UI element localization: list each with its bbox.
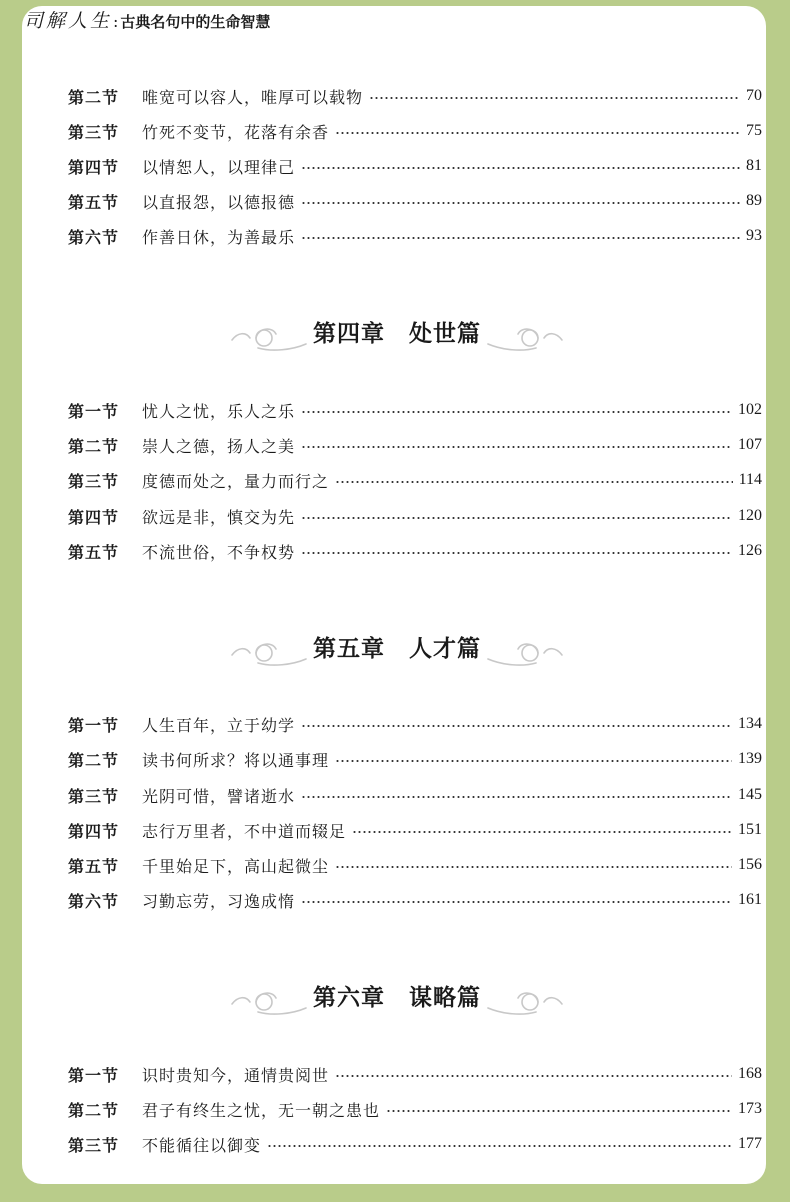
page-number: 120 [738, 507, 762, 524]
dot-leader [386, 1109, 732, 1113]
dot-leader [301, 166, 740, 170]
page-number: 151 [738, 821, 762, 838]
page-number: 114 [738, 471, 762, 488]
section-title: 竹死不变节，花落有余香 [142, 122, 330, 142]
page-number: 134 [738, 715, 762, 732]
section-number: 第二节 [68, 750, 120, 770]
section-title: 千里始足下，高山起微尘 [142, 856, 330, 876]
section-number: 第三节 [68, 1135, 120, 1155]
section-number: 第五节 [68, 192, 120, 212]
section-title: 以情恕人，以理律己 [142, 157, 296, 177]
dot-leader [335, 759, 732, 763]
toc-entry[interactable] [68, 1129, 762, 1159]
chapter-title [222, 627, 572, 671]
dot-leader [301, 551, 732, 555]
header-separator: : [113, 12, 119, 31]
dot-leader [301, 201, 740, 205]
chapter-name: 人才篇 [409, 636, 481, 662]
dot-leader [369, 96, 740, 100]
toc-page [22, 6, 766, 1184]
section-title: 识时贵知今，通情贵阅世 [142, 1065, 330, 1085]
dot-leader [301, 516, 732, 520]
section-number: 第一节 [68, 1065, 120, 1085]
toc-entry[interactable] [68, 465, 762, 495]
dot-leader [301, 900, 732, 904]
chapter-name: 处世篇 [409, 321, 481, 347]
section-number: 第五节 [68, 542, 120, 562]
section-title: 光阴可惜，譬诸逝水 [142, 786, 296, 806]
chapter-title [222, 312, 572, 356]
dot-leader [301, 724, 732, 728]
page-number: 177 [738, 1135, 762, 1152]
section-title: 崇人之德，扬人之美 [142, 436, 296, 456]
toc-entry[interactable] [68, 1059, 762, 1089]
section-number: 第一节 [68, 715, 120, 735]
chapter-name: 谋略篇 [409, 985, 481, 1011]
section-title: 唯宽可以容人，唯厚可以载物 [142, 87, 364, 107]
series-logo: 司解人生 [24, 10, 113, 32]
section-number: 第三节 [68, 471, 120, 491]
page-number: 156 [738, 856, 762, 873]
section-title: 忧人之忧，乐人之乐 [142, 401, 296, 421]
section-number: 第五节 [68, 856, 120, 876]
section-title: 习勤忘劳，习逸成惰 [142, 891, 296, 911]
section-title: 人生百年，立于幼学 [142, 715, 296, 735]
dot-leader [352, 830, 732, 834]
toc-entry[interactable] [68, 430, 762, 460]
dot-leader [335, 865, 732, 869]
dot-leader [335, 131, 740, 135]
dot-leader [301, 410, 732, 414]
section-number: 第四节 [68, 157, 120, 177]
page-number: 173 [738, 1100, 762, 1117]
section-number: 第二节 [68, 436, 120, 456]
page-number: 93 [746, 227, 762, 244]
page-number: 168 [738, 1065, 762, 1082]
section-number: 第二节 [68, 87, 120, 107]
section-number: 第三节 [68, 122, 120, 142]
chapter-title [222, 976, 572, 1020]
section-title: 度德而处之，量力而行之 [142, 471, 330, 491]
book-title: 古典名句中的生命智慧 [120, 13, 271, 31]
dot-leader [335, 1074, 732, 1078]
toc-entry[interactable] [68, 850, 762, 880]
toc-entry[interactable] [68, 536, 762, 566]
section-number: 第六节 [68, 227, 120, 247]
section-number: 第四节 [68, 821, 120, 841]
toc-entry[interactable] [68, 709, 762, 739]
toc-entry[interactable] [68, 1094, 762, 1124]
section-title: 欲远是非，慎交为先 [142, 507, 296, 527]
toc-entry[interactable] [68, 221, 762, 251]
running-header [22, 6, 270, 34]
chapter-number: 第四章 [313, 321, 385, 347]
section-title: 君子有终生之忧，无一朝之患也 [142, 1100, 381, 1120]
toc-entry[interactable] [68, 744, 762, 774]
page-number: 102 [738, 401, 762, 418]
dot-leader [267, 1144, 732, 1148]
toc-entry[interactable] [68, 395, 762, 425]
page-number: 70 [746, 87, 762, 104]
section-number: 第三节 [68, 786, 120, 806]
section-title: 以直报怨，以德报德 [142, 192, 296, 212]
chapter-number: 第五章 [313, 636, 385, 662]
chapter-heading [222, 976, 572, 1020]
toc-entry[interactable] [68, 186, 762, 216]
toc-entry[interactable] [68, 501, 762, 531]
toc-entry[interactable] [68, 151, 762, 181]
section-number: 第一节 [68, 401, 120, 421]
page-number: 81 [746, 157, 762, 174]
section-title: 不能循往以御变 [142, 1135, 262, 1155]
chapter-heading [222, 312, 572, 356]
section-title: 志行万里者，不中道而辍足 [142, 821, 347, 841]
chapter-number: 第六章 [313, 985, 385, 1011]
toc-entry[interactable] [68, 780, 762, 810]
dot-leader [301, 795, 732, 799]
toc-entry[interactable] [68, 81, 762, 111]
section-title: 作善日休，为善最乐 [142, 227, 296, 247]
page-number: 161 [738, 891, 762, 908]
page-number: 145 [738, 786, 762, 803]
dot-leader [301, 445, 732, 449]
section-title: 读书何所求？将以通事理 [142, 750, 330, 770]
section-number: 第六节 [68, 891, 120, 911]
page-number: 89 [746, 192, 762, 209]
page-number: 139 [738, 750, 762, 767]
toc-entry[interactable] [68, 885, 762, 915]
toc-entry[interactable] [68, 815, 762, 845]
section-title: 不流世俗，不争权势 [142, 542, 296, 562]
chapter-heading [222, 627, 572, 671]
page-number: 126 [738, 542, 762, 559]
page-number: 107 [738, 436, 762, 453]
dot-leader [301, 236, 740, 240]
page-number: 75 [746, 122, 762, 139]
dot-leader [335, 480, 733, 484]
section-number: 第四节 [68, 507, 120, 527]
section-number: 第二节 [68, 1100, 120, 1120]
toc-entry[interactable] [68, 116, 762, 146]
